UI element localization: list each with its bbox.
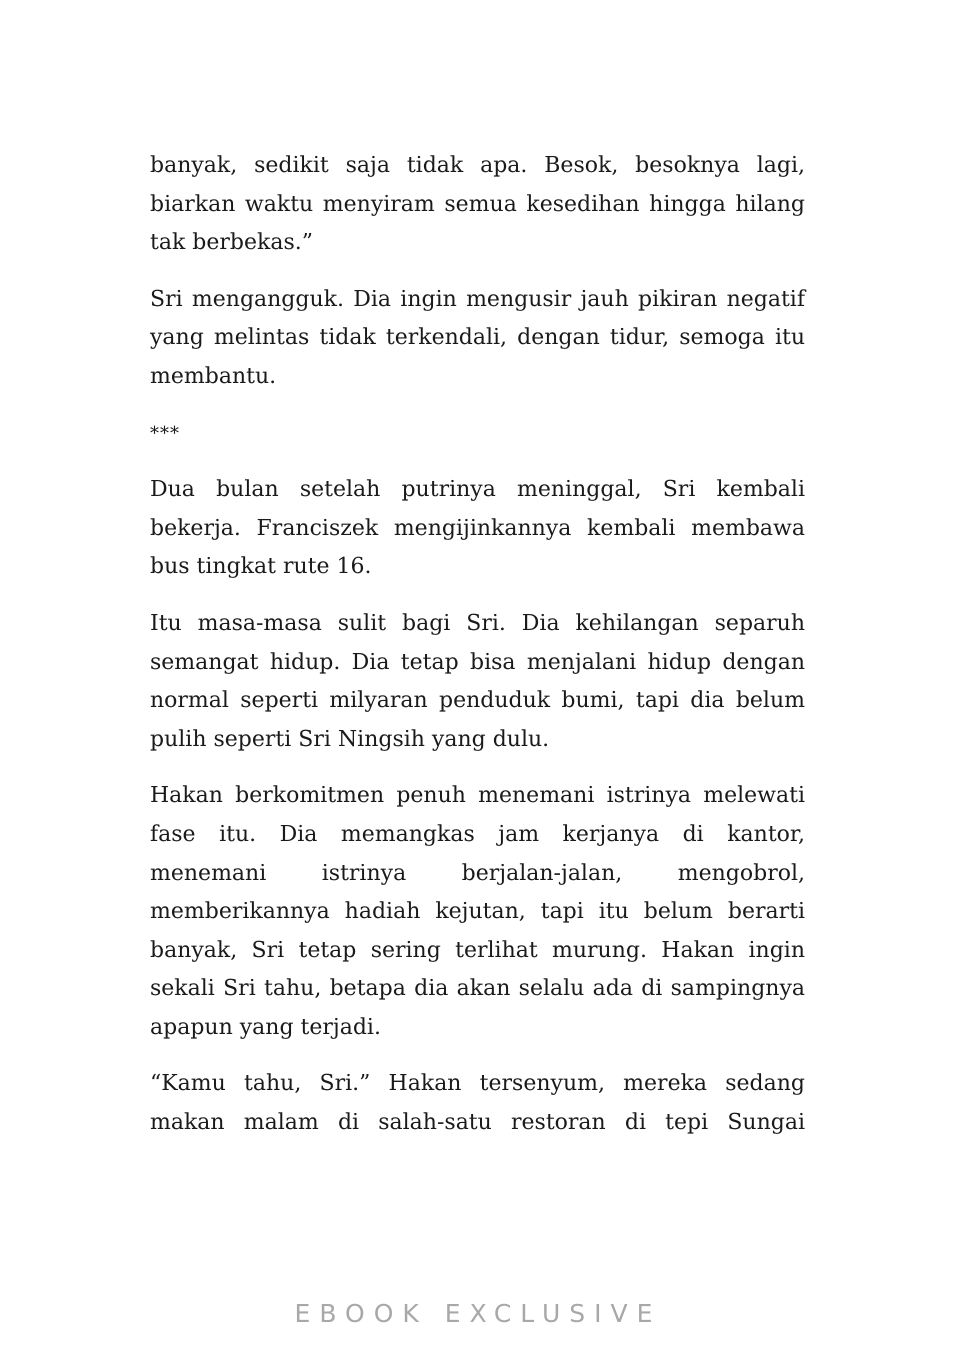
paragraph-3: Dua bulan setelah putrinya meninggal, Sri kembali bekerja. Franciszek mengijinkannya kembali membawa bus tingkat rute 16. [150,477,805,580]
paragraph-4: Itu masa-masa sulit bagi Sri. Dia kehilangan separuh semangat hidup. Dia tetap bisa menjalani hidup dengan normal seperti milyaran penduduk bumi, tapi dia belum pulih seperti Sri Ningsih yang dulu. [150,610,805,752]
ebook-exclusive-footer: EBOOK EXCLUSIVE [294,1299,662,1328]
paragraph-1: banyak, sedikit saja tidak apa. Besok, besoknya lagi, biarkan waktu menyiram semua kesedihan hingga hilang tak berbekas.” [150,153,805,256]
scene-separator: *** [150,422,180,444]
paragraph-2: Sri mengangguk. Dia ingin mengusir jauh pikiran negatif yang melintas tidak terkendali, dengan tidur, semoga itu membantu. [150,286,805,389]
body-text [150,147,805,1161]
paragraph-6: “Kamu tahu, Sri.” Hakan tersenyum, mereka sedang makan malam di salah-satu restoran di tepi Sungai [150,1071,805,1136]
paragraph-5: Hakan berkomitmen penuh menemani istrinya melewati fase itu. Dia memangkas jam kerjanya di kantor, menemani istrinya berjalan-jalan, mengobrol, memberikannya hadiah kejutan, tapi itu belum berarti banyak, Sri tetap sering terlihat murung. Hakan ingin sekali Sri tahu, betapa dia akan selalu ada di sampingnya apapun yang terjadi. [150,783,805,1040]
